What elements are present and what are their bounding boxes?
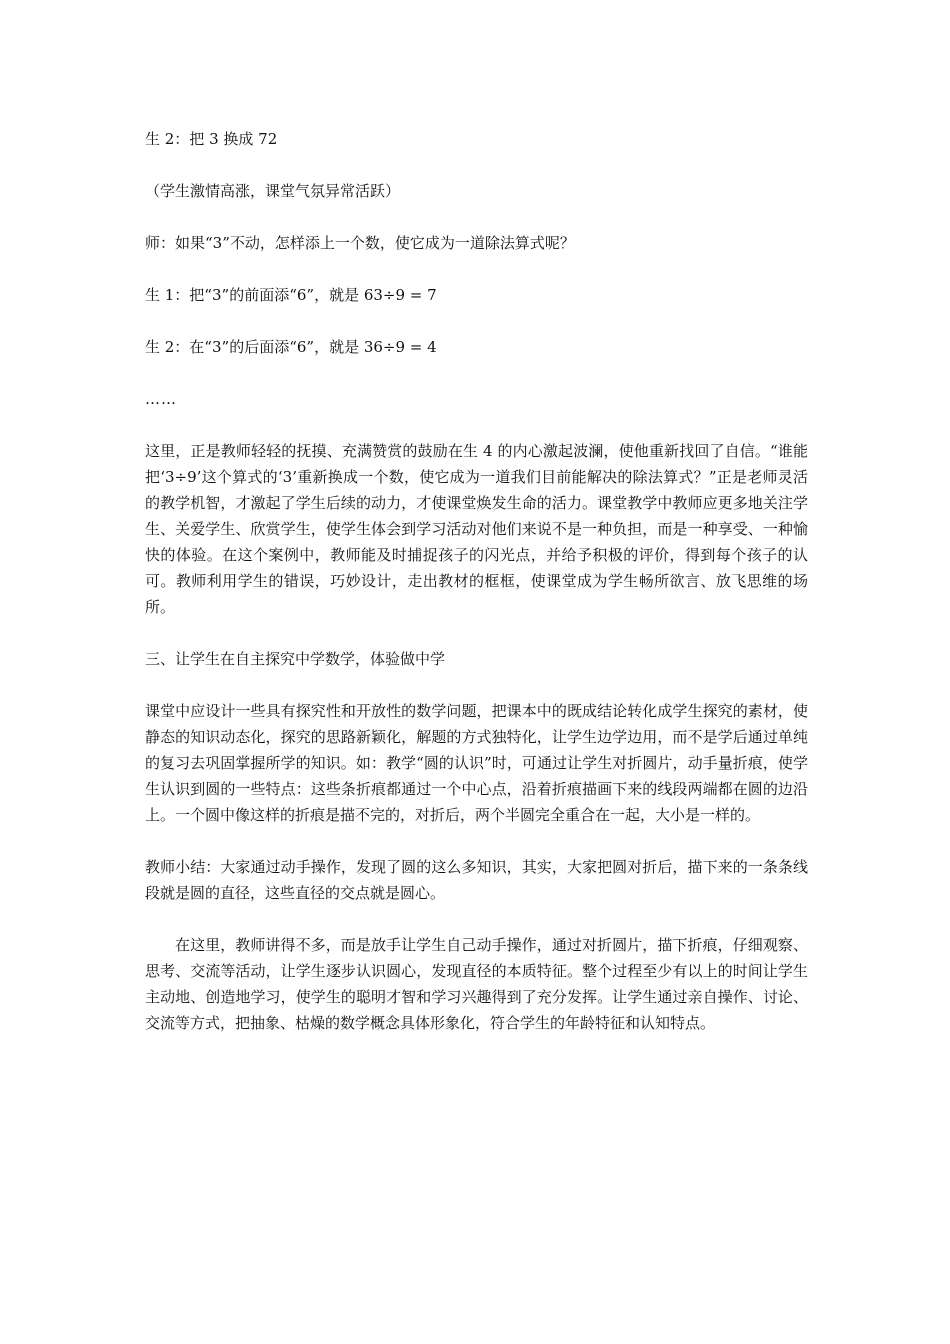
dialogue-line-student1-answer: 生 1：把“3”的前面添“6”，就是 63÷9 = 7 <box>145 286 437 304</box>
dialogue-line-student2-72: 生 2：把 3 换成 72 <box>145 130 278 148</box>
dialogue-line-teacher-question: 师：如果“3”不动，怎样添上一个数，使它成为一道除法算式呢？ <box>145 234 575 252</box>
paragraph-conclusion: 在这里，教师讲得不多，而是放手让学生自己动手操作，通过对折圆片，描下折痕，仔细观察、思考、交流等活动，让学生逐步认识圆心，发现直径的本质特征。整个过程至少有以上的时间让学生主动地、创造地学习，使学生的聪明才智和学习兴趣得到了充分发挥。让学生通过亲自操作、讨论、交流等方式，把抽象、枯燥的数学概念具体形象化，符合学生的年龄特征和认知特点。 <box>145 936 808 1032</box>
section-heading-3: 三、让学生在自主探究中学数学，体验做中学 <box>145 650 446 668</box>
paragraph-reflection: 这里，正是教师轻轻的抚摸、充满赞赏的鼓励在生 4 的内心激起波澜，使他重新找回了自信。“谁能把‘3÷9’这个算式的‘3’重新换成一个数，使它成为一道我们目前能解决的除法算式？”正是老师灵活的教学机智，才激起了学生后续的动力，才使课堂焕发生命的活力。课堂教学中教师应更多地关注学生、关爱学生、欣赏学生，使学生体会到学习活动对他们来说不是一种负担，而是一种享受、一种愉快的体验。在这个案例中，教师能及时捕捉孩子的闪光点，并给予积极的评价，得到每个孩子的认可。教师利用学生的错误，巧妙设计，走出教材的框框，使课堂成为学生畅所欲言、放飞思维的场所。 <box>145 442 808 616</box>
paragraph-teacher-summary: 教师小结：大家通过动手操作，发现了圆的这么多知识，其实，大家把圆对折后，描下来的一条条线段就是圆的直径，这些直径的交点就是圆心。 <box>145 858 808 902</box>
dialogue-line-class-atmosphere: （学生激情高涨，课堂气氛异常活跃） <box>145 182 401 200</box>
document-page <box>145 126 808 1062</box>
paragraph-exploration: 课堂中应设计一些具有探究性和开放性的数学问题，把课本中的既成结论转化成学生探究的素材，使静态的知识动态化，探究的思路新颖化，解题的方式独特化，让学生边学边用，而不是学后通过单纯的复习去巩固掌握所学的知识。如：教学“圆的认识”时，可通过让学生对折圆片，动手量折痕，使学生认识到圆的一些特点：这些条折痕都通过一个中心点，沿着折痕描画下来的线段两端都在圆的边沿上。一个圆中像这样的折痕是描不完的，对折后，两个半圆完全重合在一起，大小是一样的。 <box>145 702 808 824</box>
ellipsis: …… <box>145 390 177 408</box>
dialogue-line-student2-answer: 生 2：在“3”的后面添“6”，就是 36÷9 = 4 <box>145 338 437 356</box>
